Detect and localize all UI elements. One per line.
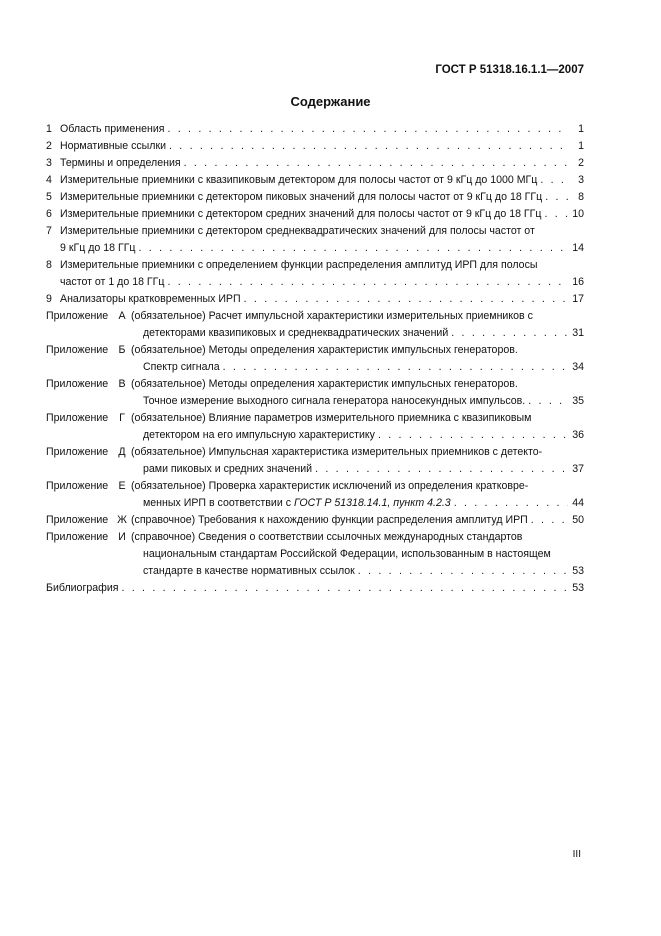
entry-page: 1 [578, 140, 584, 152]
appendix-label: Приложение [46, 446, 109, 458]
entry-text: Область применения [60, 123, 165, 135]
appendix-letter: В [118, 378, 126, 390]
entry-page: 44 [572, 497, 584, 509]
appendix-letter: Г [119, 412, 125, 424]
toc-entry-1[interactable] [46, 121, 584, 138]
entry-text: Спектр сигнала [143, 361, 220, 373]
entry-text: (справочное) Требования к нахождению функции распределения амплитуд ИРП [131, 514, 528, 526]
entry-number: 2 [46, 140, 52, 152]
standard-id: ГОСТ Р 51318.16.1.1—2007 [435, 64, 584, 76]
entry-text: частот от 1 до 18 ГГц [60, 276, 165, 288]
dot-leader [169, 138, 568, 155]
toc-entry-8[interactable] [46, 257, 584, 291]
dot-leader [167, 274, 568, 291]
dot-leader [454, 495, 568, 512]
entry-page: 31 [572, 327, 584, 339]
entry-text: (обязательное) Методы определения характеристик импульсных генераторов. [131, 378, 518, 390]
entry-page: 17 [572, 293, 584, 305]
appendix-label: Приложение [46, 344, 109, 356]
appendix-letter: Б [118, 344, 126, 356]
toc-bibliography[interactable] [46, 580, 584, 597]
appendix-label: Приложение [46, 514, 109, 526]
entry-text: менных ИРП в соответствии с [143, 497, 291, 509]
dot-leader [528, 393, 568, 410]
entry-page: 3 [578, 174, 584, 186]
dot-leader [121, 580, 568, 597]
toc-entry-3[interactable] [46, 155, 584, 172]
toc-appendix-a[interactable] [46, 308, 584, 342]
entry-page: 35 [572, 395, 584, 407]
entry-text: Анализаторы кратковременных ИРП [60, 293, 241, 305]
toc-appendix-v[interactable] [46, 376, 584, 410]
entry-number: 8 [46, 259, 52, 271]
entry-page: 37 [572, 463, 584, 475]
appendix-letter: Ж [117, 514, 127, 526]
entry-page: 2 [578, 157, 584, 169]
toc-entry-6[interactable] [46, 206, 584, 223]
entry-page: 8 [578, 191, 584, 203]
toc-entry-2[interactable] [46, 138, 584, 155]
dot-leader [167, 121, 568, 138]
entry-text: Точное измерение выходного сигнала генератора наносекундных импульсов. [143, 395, 526, 407]
entry-page: 50 [572, 514, 584, 526]
dot-leader [545, 189, 568, 206]
appendix-letter: А [118, 310, 126, 322]
toc-appendix-e[interactable] [46, 478, 584, 512]
entry-text: национальным стандартам Российской Федерации, использованным в настоящем [143, 548, 551, 560]
entry-page: 34 [572, 361, 584, 373]
entry-text: (обязательное) Проверка характеристик исключений из определения кратковре- [131, 480, 529, 492]
dot-leader [184, 155, 568, 172]
dot-leader [540, 172, 568, 189]
toc-appendix-d[interactable] [46, 444, 584, 478]
entry-text: (обязательное) Методы определения характеристик импульсных генераторов. [131, 344, 518, 356]
dot-leader [315, 461, 568, 478]
appendix-letter: Д [118, 446, 126, 458]
entry-number: 6 [46, 208, 52, 220]
toc-entry-7[interactable] [46, 223, 584, 257]
dot-leader [244, 291, 568, 308]
toc-appendix-zh[interactable] [46, 512, 584, 529]
entry-text: детектором на его импульсную характеристику [143, 429, 375, 441]
appendix-letter: Е [118, 480, 126, 492]
entry-text: рами пиковых и средних значений [143, 463, 313, 475]
standard-reference: ГОСТ Р 51318.14.1, пункт 4.2.3 [294, 497, 451, 509]
entry-page: 53 [572, 565, 584, 577]
toc-entry-5[interactable] [46, 189, 584, 206]
entry-page: 36 [572, 429, 584, 441]
entry-text: (обязательное) Расчет импульсной характеристики измерительных приемников с [131, 310, 533, 322]
entry-page: 10 [572, 208, 584, 220]
toc-appendix-b[interactable] [46, 342, 584, 376]
dot-leader [378, 427, 568, 444]
appendix-label: Приложение [46, 310, 109, 322]
toc-title: Содержание [290, 94, 371, 109]
entry-number: 5 [46, 191, 52, 203]
appendix-letter: И [118, 531, 126, 543]
appendix-label: Приложение [46, 480, 109, 492]
entry-text: Библиография [46, 582, 119, 594]
toc-appendix-g[interactable] [46, 410, 584, 444]
toc-entry-9[interactable] [46, 291, 584, 308]
appendix-label: Приложение [46, 531, 109, 543]
toc-appendix-i[interactable] [46, 529, 584, 580]
entry-text: (обязательное) Импульсная характеристика измерительных приемников с детекто- [131, 446, 543, 458]
dot-leader [358, 563, 568, 580]
entry-text: Термины и определения [60, 157, 181, 169]
entry-text: Измерительные приемники с детектором пиковых значений для полосы частот от 9 кГц до 18 ГГц [60, 191, 543, 203]
entry-text: (справочное) Сведения о соответствии ссылочных международных стандартов [131, 531, 523, 543]
entry-page: 14 [572, 242, 584, 254]
entry-number: 7 [46, 225, 52, 237]
entry-text: Измерительные приемники с детектором среднеквадратических значений для полосы частот от [60, 225, 535, 237]
table-of-contents [46, 121, 584, 597]
entry-text: стандарте в качестве нормативных ссылок [143, 565, 355, 577]
entry-page: 53 [572, 582, 584, 594]
entry-number: 3 [46, 157, 52, 169]
entry-number: 9 [46, 293, 52, 305]
entry-text: (обязательное) Влияние параметров измерительного приемника с квазипиковым [131, 412, 532, 424]
toc-entry-4[interactable] [46, 172, 584, 189]
appendix-label: Приложение [46, 412, 109, 424]
entry-page: 16 [572, 276, 584, 288]
dot-leader [544, 206, 568, 223]
dot-leader [139, 240, 568, 257]
dot-leader [451, 325, 568, 342]
entry-text: Нормативные ссылки [60, 140, 167, 152]
entry-number: 4 [46, 174, 52, 186]
entry-text: Измерительные приемники с квазипиковым детектором для полосы частот от 9 кГц до 1000 МГц [60, 174, 538, 186]
entry-number: 1 [46, 123, 52, 135]
entry-text: Измерительные приемники с детектором средних значений для полосы частот от 9 кГц до 18 ГГц [60, 208, 542, 220]
entry-text: детекторами квазипиковых и среднеквадратических значений [143, 327, 449, 339]
entry-page: 1 [578, 123, 584, 135]
entry-text: Измерительные приемники с определением функции распределения амплитуд ИРП для полосы [60, 259, 538, 271]
dot-leader [223, 359, 568, 376]
page-number: III [572, 849, 581, 860]
appendix-label: Приложение [46, 378, 109, 390]
entry-text: 9 кГц до 18 ГГц [60, 242, 136, 254]
dot-leader [531, 512, 568, 529]
